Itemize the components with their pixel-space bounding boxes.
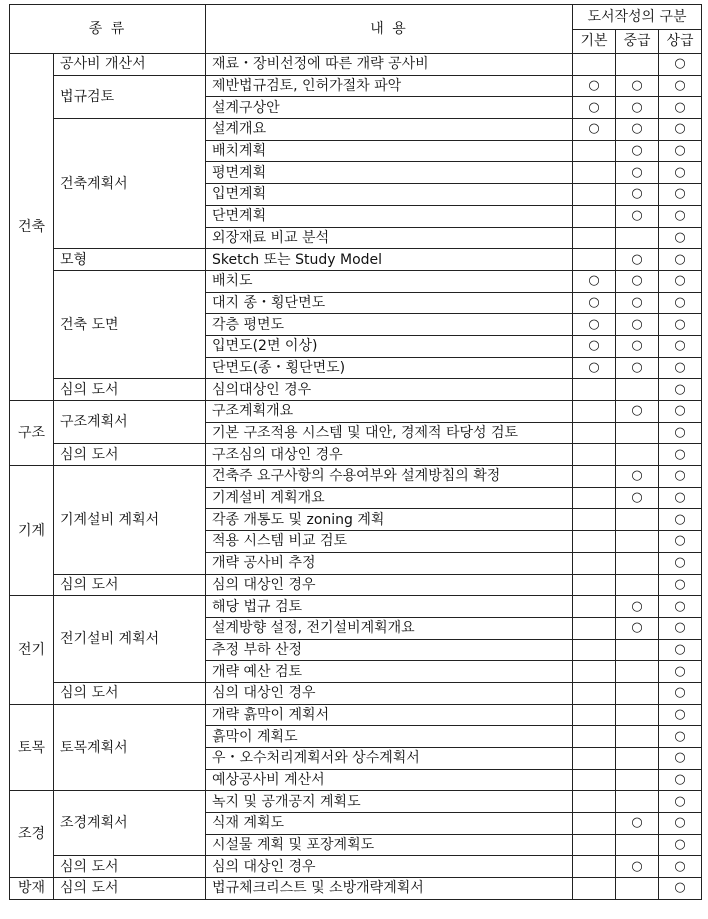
kind-cell: 토목계획서 [54, 704, 206, 791]
table-row [10, 878, 702, 900]
mark-cell [616, 617, 659, 639]
mark-cell [616, 270, 659, 292]
mark-cell [616, 335, 659, 357]
mark-cell [573, 682, 616, 704]
mark-cell [573, 444, 616, 466]
mark-cell [616, 487, 659, 509]
content-cell: 추정 부하 산정 [206, 639, 573, 661]
mark-cell [573, 617, 616, 639]
circle-mark-icon: ○ [674, 121, 686, 137]
mark-cell [573, 205, 616, 227]
content-cell: 각종 개통도 및 zoning 계획 [206, 509, 573, 531]
circle-mark-icon: ○ [631, 121, 643, 137]
mark-cell [573, 596, 616, 618]
content-cell: 입면도(2면 이상) [206, 335, 573, 357]
mark-cell [659, 878, 702, 900]
mark-cell [659, 54, 702, 76]
content-cell: 적용 시스템 비교 검토 [206, 531, 573, 553]
kind-cell: 심의 도서 [54, 444, 206, 466]
circle-mark-icon: ○ [674, 728, 686, 744]
content-cell: 재료・장비선정에 따른 개략 공사비 [206, 54, 573, 76]
mark-cell [616, 726, 659, 748]
table-row [10, 856, 702, 878]
content-cell: 구조계획개요 [206, 401, 573, 423]
mark-cell [616, 422, 659, 444]
kind-cell: 심의 도서 [54, 856, 206, 878]
mark-cell [659, 401, 702, 423]
content-cell: 녹지 및 공개공지 계획도 [206, 791, 573, 813]
mark-cell [616, 140, 659, 162]
mark-cell [659, 856, 702, 878]
circle-mark-icon: ○ [631, 251, 643, 267]
circle-mark-icon: ○ [674, 837, 686, 853]
mark-cell [573, 834, 616, 856]
circle-mark-icon: ○ [631, 815, 643, 831]
content-cell: 심의대상인 경우 [206, 379, 573, 401]
circle-mark-icon: ○ [674, 164, 686, 180]
mark-cell [659, 162, 702, 184]
circle-mark-icon: ○ [631, 99, 643, 115]
header-kind: 종 류 [10, 5, 206, 54]
circle-mark-icon: ○ [674, 533, 686, 549]
mark-cell [616, 509, 659, 531]
mark-cell [573, 466, 616, 488]
mark-cell [573, 401, 616, 423]
mark-cell [659, 769, 702, 791]
mark-cell [573, 487, 616, 509]
mark-cell [616, 466, 659, 488]
mark-cell [573, 878, 616, 900]
table-row [10, 75, 702, 97]
circle-mark-icon: ○ [631, 78, 643, 94]
mark-cell [659, 75, 702, 97]
circle-mark-icon: ○ [674, 403, 686, 419]
mark-cell [616, 856, 659, 878]
mark-cell [659, 596, 702, 618]
circle-mark-icon: ○ [631, 208, 643, 224]
circle-mark-icon: ○ [631, 858, 643, 874]
kind-cell: 건축 도면 [54, 270, 206, 378]
kind-cell: 심의 도서 [54, 379, 206, 401]
circle-mark-icon: ○ [674, 338, 686, 354]
mark-cell [616, 314, 659, 336]
circle-mark-icon: ○ [674, 858, 686, 874]
mark-cell [659, 119, 702, 141]
mark-cell [616, 878, 659, 900]
circle-mark-icon: ○ [674, 186, 686, 202]
category-cell: 구조 [10, 401, 54, 466]
mark-cell [616, 249, 659, 271]
circle-mark-icon: ○ [631, 598, 643, 614]
circle-mark-icon: ○ [588, 121, 600, 137]
kind-cell: 심의 도서 [54, 574, 206, 596]
circle-mark-icon: ○ [674, 598, 686, 614]
content-cell: 단면도(종・횡단면도) [206, 357, 573, 379]
mark-cell [573, 748, 616, 770]
circle-mark-icon: ○ [631, 294, 643, 310]
mark-cell [659, 97, 702, 119]
content-cell: 개략 공사비 추정 [206, 552, 573, 574]
circle-mark-icon: ○ [588, 99, 600, 115]
content-cell: 기계설비 계획개요 [206, 487, 573, 509]
mark-cell [573, 552, 616, 574]
mark-cell [659, 531, 702, 553]
mark-cell [659, 314, 702, 336]
content-cell: 배치도 [206, 270, 573, 292]
content-cell: 흙막이 계획도 [206, 726, 573, 748]
circle-mark-icon: ○ [674, 772, 686, 788]
circle-mark-icon: ○ [674, 359, 686, 375]
circle-mark-icon: ○ [674, 685, 686, 701]
mark-cell [573, 292, 616, 314]
content-cell: Sketch 또는 Study Model [206, 249, 573, 271]
mark-cell [616, 834, 659, 856]
mark-cell [573, 704, 616, 726]
mark-cell [573, 227, 616, 249]
content-cell: 우・오수처리계획서와 상수계획서 [206, 748, 573, 770]
category-cell: 전기 [10, 596, 54, 704]
mark-cell [616, 791, 659, 813]
mark-cell [573, 335, 616, 357]
mark-cell [573, 357, 616, 379]
mark-cell [573, 791, 616, 813]
circle-mark-icon: ○ [674, 381, 686, 397]
content-cell: 예상공사비 계산서 [206, 769, 573, 791]
content-cell: 심의 대상인 경우 [206, 574, 573, 596]
mark-cell [616, 596, 659, 618]
circle-mark-icon: ○ [674, 663, 686, 679]
category-cell: 기계 [10, 466, 54, 596]
mark-cell [573, 54, 616, 76]
mark-cell [616, 205, 659, 227]
mark-cell [616, 748, 659, 770]
mark-cell [573, 509, 616, 531]
mark-cell [659, 292, 702, 314]
circle-mark-icon: ○ [674, 208, 686, 224]
kind-cell: 법규검토 [54, 75, 206, 118]
circle-mark-icon: ○ [631, 403, 643, 419]
table-row [10, 54, 702, 76]
circle-mark-icon: ○ [674, 78, 686, 94]
mark-cell [573, 856, 616, 878]
circle-mark-icon: ○ [674, 143, 686, 159]
header-content: 내 용 [206, 5, 573, 54]
mark-cell [659, 357, 702, 379]
kind-cell: 기계설비 계획서 [54, 466, 206, 574]
mark-cell [616, 769, 659, 791]
category-cell: 방재 [10, 878, 54, 900]
circle-mark-icon: ○ [631, 620, 643, 636]
table-row [10, 466, 702, 488]
mark-cell [573, 531, 616, 553]
circle-mark-icon: ○ [631, 164, 643, 180]
mark-cell [573, 314, 616, 336]
mark-cell [616, 444, 659, 466]
mark-cell [573, 379, 616, 401]
content-cell: 설계방향 설정, 전기설비계획개요 [206, 617, 573, 639]
kind-cell: 조경계획서 [54, 791, 206, 856]
mark-cell [659, 834, 702, 856]
content-cell: 개략 예산 검토 [206, 661, 573, 683]
table-row [10, 596, 702, 618]
mark-cell [616, 813, 659, 835]
content-cell: 제반법규검토, 인허가절차 파악 [206, 75, 573, 97]
mark-cell [659, 726, 702, 748]
table-header [10, 5, 702, 54]
table-row [10, 249, 702, 271]
circle-mark-icon: ○ [588, 78, 600, 94]
mark-cell [573, 119, 616, 141]
circle-mark-icon: ○ [674, 251, 686, 267]
mark-cell [573, 769, 616, 791]
content-cell: 외장재료 비교 분석 [206, 227, 573, 249]
category-cell: 조경 [10, 791, 54, 878]
mark-cell [573, 162, 616, 184]
content-cell: 시설물 계획 및 포장계획도 [206, 834, 573, 856]
content-cell: 구조심의 대상인 경우 [206, 444, 573, 466]
circle-mark-icon: ○ [674, 468, 686, 484]
header-level-intermediate: 중급 [616, 29, 659, 54]
header-level-advanced: 상급 [659, 29, 702, 54]
circle-mark-icon: ○ [674, 316, 686, 332]
circle-mark-icon: ○ [631, 490, 643, 506]
circle-mark-icon: ○ [674, 576, 686, 592]
mark-cell [616, 292, 659, 314]
category-cell: 건축 [10, 54, 54, 401]
content-cell: 배치계획 [206, 140, 573, 162]
table-body [10, 54, 702, 900]
content-cell: 건축주 요구사항의 수용여부와 설계방침의 확정 [206, 466, 573, 488]
mark-cell [659, 574, 702, 596]
content-cell: 각층 평면도 [206, 314, 573, 336]
mark-cell [659, 140, 702, 162]
mark-cell [573, 726, 616, 748]
mark-cell [573, 75, 616, 97]
circle-mark-icon: ○ [674, 229, 686, 245]
mark-cell [659, 639, 702, 661]
circle-mark-icon: ○ [631, 338, 643, 354]
content-cell: 대지 종・횡단면도 [206, 292, 573, 314]
mark-cell [616, 75, 659, 97]
mark-cell [659, 509, 702, 531]
table-row [10, 401, 702, 423]
circle-mark-icon: ○ [674, 99, 686, 115]
mark-cell [616, 379, 659, 401]
table-row [10, 682, 702, 704]
content-cell: 해당 법규 검토 [206, 596, 573, 618]
content-cell: 법규체크리스트 및 소방개략계획서 [206, 878, 573, 900]
mark-cell [616, 574, 659, 596]
mark-cell [573, 422, 616, 444]
mark-cell [659, 379, 702, 401]
table-row [10, 574, 702, 596]
mark-cell [616, 184, 659, 206]
mark-cell [573, 661, 616, 683]
kind-cell: 건축계획서 [54, 119, 206, 249]
mark-cell [659, 617, 702, 639]
content-cell: 심의 대상인 경우 [206, 682, 573, 704]
circle-mark-icon: ○ [674, 793, 686, 809]
circle-mark-icon: ○ [674, 706, 686, 722]
mark-cell [659, 466, 702, 488]
mark-cell [616, 97, 659, 119]
mark-cell [659, 682, 702, 704]
circle-mark-icon: ○ [674, 750, 686, 766]
mark-cell [659, 552, 702, 574]
mark-cell [616, 162, 659, 184]
kind-cell: 전기설비 계획서 [54, 596, 206, 683]
mark-cell [659, 335, 702, 357]
category-cell: 토목 [10, 704, 54, 791]
kind-cell: 구조계획서 [54, 401, 206, 444]
circle-mark-icon: ○ [588, 316, 600, 332]
circle-mark-icon: ○ [631, 273, 643, 289]
mark-cell [573, 574, 616, 596]
document-requirements-table [9, 4, 702, 900]
content-cell: 평면계획 [206, 162, 573, 184]
circle-mark-icon: ○ [674, 490, 686, 506]
kind-cell: 심의 도서 [54, 682, 206, 704]
circle-mark-icon: ○ [674, 815, 686, 831]
circle-mark-icon: ○ [674, 446, 686, 462]
circle-mark-icon: ○ [631, 316, 643, 332]
mark-cell [659, 270, 702, 292]
mark-cell [573, 639, 616, 661]
circle-mark-icon: ○ [674, 273, 686, 289]
mark-cell [659, 249, 702, 271]
mark-cell [616, 401, 659, 423]
mark-cell [616, 357, 659, 379]
header-level-basic: 기본 [573, 29, 616, 54]
kind-cell: 심의 도서 [54, 878, 206, 900]
mark-cell [659, 704, 702, 726]
kind-cell: 공사비 개산서 [54, 54, 206, 76]
circle-mark-icon: ○ [674, 620, 686, 636]
header-level-group: 도서작성의 구분 [573, 5, 702, 30]
mark-cell [616, 682, 659, 704]
mark-cell [573, 97, 616, 119]
mark-cell [659, 422, 702, 444]
circle-mark-icon: ○ [631, 468, 643, 484]
mark-cell [659, 813, 702, 835]
mark-cell [616, 227, 659, 249]
circle-mark-icon: ○ [588, 294, 600, 310]
mark-cell [616, 552, 659, 574]
mark-cell [616, 639, 659, 661]
circle-mark-icon: ○ [674, 880, 686, 896]
circle-mark-icon: ○ [588, 338, 600, 354]
mark-cell [659, 205, 702, 227]
content-cell: 심의 대상인 경우 [206, 856, 573, 878]
mark-cell [573, 140, 616, 162]
content-cell: 설계개요 [206, 119, 573, 141]
mark-cell [659, 487, 702, 509]
content-cell: 식재 계획도 [206, 813, 573, 835]
content-cell: 개략 흙막이 계획서 [206, 704, 573, 726]
circle-mark-icon: ○ [674, 555, 686, 571]
mark-cell [616, 704, 659, 726]
table-row [10, 704, 702, 726]
circle-mark-icon: ○ [631, 143, 643, 159]
table-row [10, 791, 702, 813]
mark-cell [659, 184, 702, 206]
circle-mark-icon: ○ [588, 359, 600, 375]
mark-cell [573, 813, 616, 835]
mark-cell [573, 249, 616, 271]
mark-cell [659, 227, 702, 249]
content-cell: 입면계획 [206, 184, 573, 206]
content-cell: 설계구상안 [206, 97, 573, 119]
mark-cell [616, 531, 659, 553]
mark-cell [659, 661, 702, 683]
mark-cell [573, 184, 616, 206]
mark-cell [573, 270, 616, 292]
mark-cell [659, 444, 702, 466]
table-row [10, 379, 702, 401]
table-row [10, 444, 702, 466]
circle-mark-icon: ○ [674, 56, 686, 72]
circle-mark-icon: ○ [674, 425, 686, 441]
kind-cell: 모형 [54, 249, 206, 271]
table-row [10, 119, 702, 141]
mark-cell [659, 791, 702, 813]
circle-mark-icon: ○ [631, 186, 643, 202]
circle-mark-icon: ○ [588, 273, 600, 289]
content-cell: 단면계획 [206, 205, 573, 227]
circle-mark-icon: ○ [674, 641, 686, 657]
mark-cell [616, 661, 659, 683]
circle-mark-icon: ○ [674, 294, 686, 310]
circle-mark-icon: ○ [631, 359, 643, 375]
mark-cell [659, 748, 702, 770]
circle-mark-icon: ○ [674, 511, 686, 527]
content-cell: 기본 구조적용 시스템 및 대안, 경제적 타당성 검토 [206, 422, 573, 444]
mark-cell [616, 119, 659, 141]
mark-cell [616, 54, 659, 76]
table-row [10, 270, 702, 292]
